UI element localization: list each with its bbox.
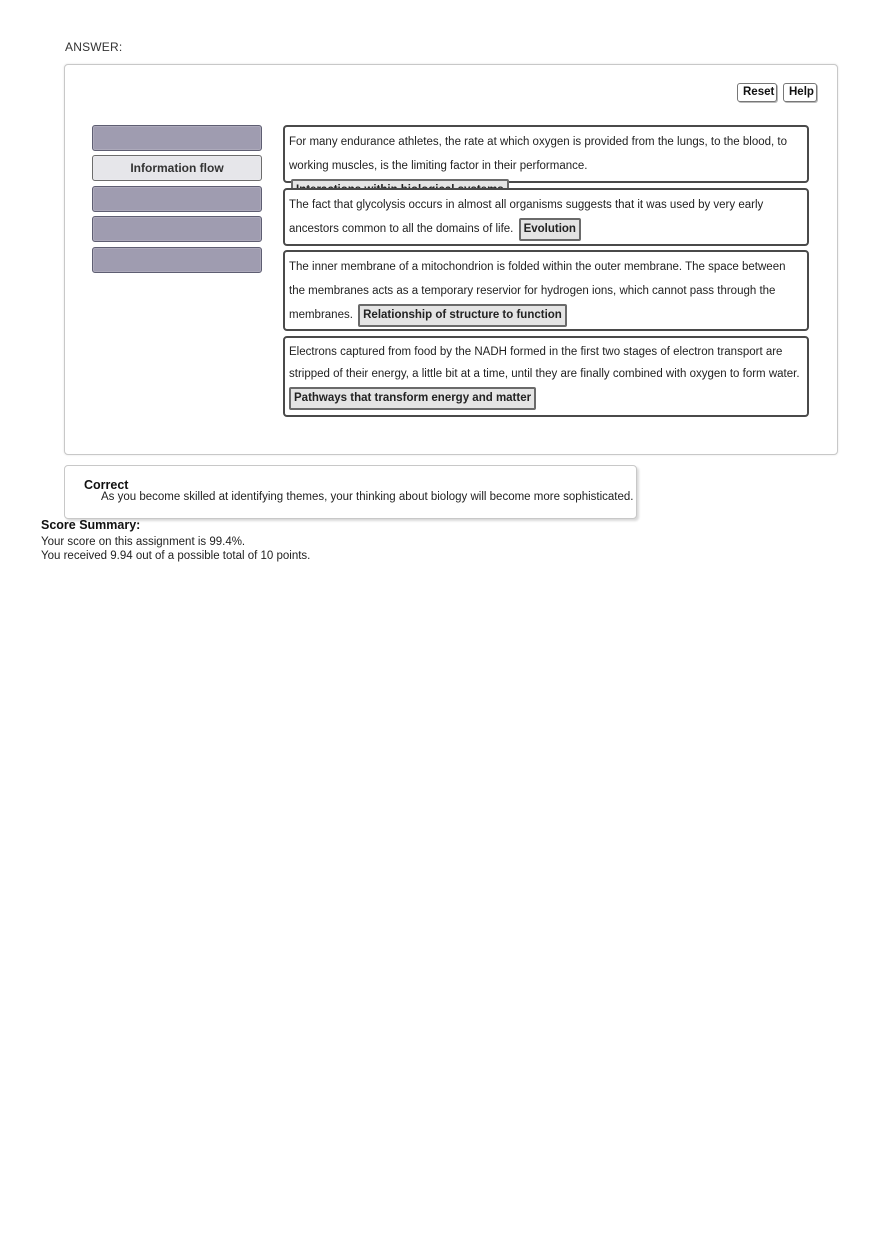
source-chip-information-flow[interactable]: Information flow [92, 155, 262, 181]
answer-label: ANSWER: [65, 40, 123, 54]
target-statement: Electrons captured from food by the NADH formed in the first two stages of electron transport are stripped of their energy, a little bit at a time, until they are finally combined with oxygen to form water. [289, 346, 800, 380]
target-box [283, 188, 809, 246]
drop-chip-answer[interactable]: Pathways that transform energy and matter [289, 387, 536, 410]
score-summary-title: Score Summary: [41, 518, 141, 532]
drop-chip-answer[interactable]: Relationship of structure to function [358, 304, 567, 327]
target-statement: For many endurance athletes, the rate at which oxygen is provided from the lungs, to the blood, to working muscles, is the limiting factor in their performance. [289, 136, 787, 172]
target-box [283, 336, 809, 417]
feedback-text: As you become skilled at identifying themes, your thinking about biology will become more sophisticated. [101, 491, 634, 503]
source-slot-empty[interactable] [92, 247, 262, 273]
target-box [283, 125, 809, 183]
help-button[interactable]: Help [783, 83, 817, 102]
source-slot-empty[interactable] [92, 216, 262, 242]
target-box [283, 250, 809, 331]
target-statement: The inner membrane of a mitochondrion is folded within the outer membrane. The space between the membranes acts as a temporary reservior for hydrogen ions, which cannot pass through the membranes. [289, 261, 786, 321]
feedback-title: Correct [84, 478, 129, 492]
answer-panel [64, 64, 838, 455]
feedback-box [64, 465, 637, 519]
score-percentage: Your score on this assignment is 99.4%. [41, 536, 246, 548]
source-slot-empty[interactable] [92, 186, 262, 212]
score-points: You received 9.94 out of a possible total of 10 points. [41, 550, 311, 562]
drop-chip-answer[interactable]: Evolution [519, 218, 581, 241]
reset-button[interactable]: Reset [737, 83, 777, 102]
target-statement: The fact that glycolysis occurs in almost all organisms suggests that it was used by very early ancestors common to all the domains of life. [289, 199, 764, 235]
source-slot-empty[interactable] [92, 125, 262, 151]
